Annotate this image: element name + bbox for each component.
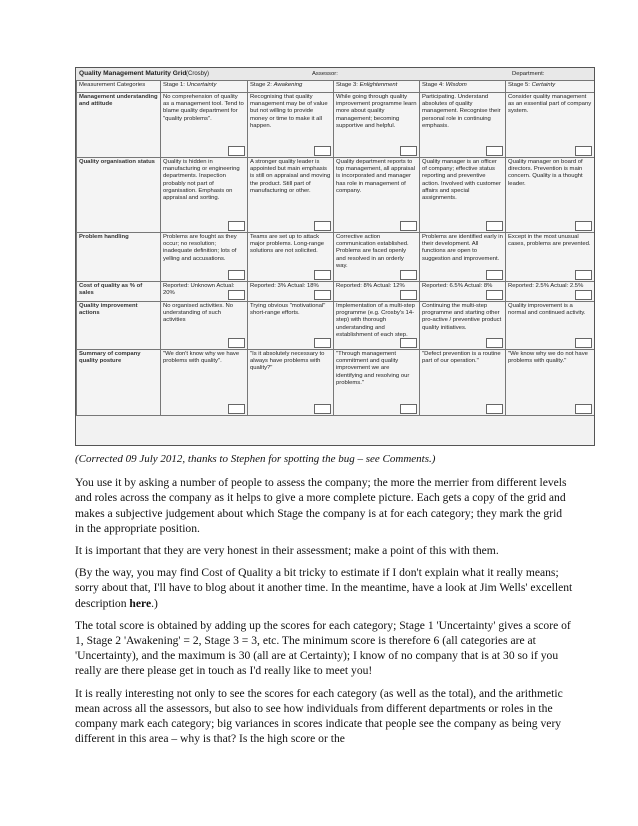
cell-text: Reported: 8% Actual: 12%	[336, 283, 405, 289]
grid-cell	[334, 282, 420, 302]
cell-text: While going through quality improvement programme learn more about quality management; becoming supportive and helpful.	[336, 94, 417, 129]
grid-cell	[161, 233, 248, 282]
cell-text: A stronger quality leader is appointed but main emphasis is still on appraisal and moving the product. Still part of manufacturing or other.	[250, 159, 331, 194]
grid-cell	[334, 302, 420, 350]
cell-text: Implementation of a multi-step programme (e.g. Crosby's 14-step) with thorough understanding and establishment of each step.	[336, 303, 415, 338]
stage-name: Awakening	[273, 82, 303, 88]
grid-cell	[248, 282, 334, 302]
cell-text: Reported: 3% Actual: 18%	[250, 283, 319, 289]
correction-note: (Corrected 09 July 2012, thanks to Stephen for spotting the bug – see Comments.)	[75, 453, 436, 465]
score-checkbox[interactable]	[400, 221, 417, 231]
paragraph-variance: It is really interesting not only to see the scores for each category (as well as the total), and the arithmetic mean across all the assessors, but also to see how individuals from different departments or roles in the company mark each category; big variances in scores indicate that people see the company as being very different in this area – why is that? Is the high score or the	[75, 686, 563, 746]
grid-cell	[506, 93, 595, 158]
score-checkbox[interactable]	[400, 338, 417, 348]
cell-text: "Through management commitment and quality improvement we are identifying and resolving our problems."	[336, 351, 410, 386]
score-checkbox[interactable]	[486, 290, 503, 300]
cell-text: Consider quality management as an essential part of company system.	[508, 94, 592, 115]
grid-subtitle: (Crosby)	[186, 71, 210, 77]
department-label: Department:	[512, 71, 545, 77]
cell-text: Problems are fought as they occur; no resolution; inadequate definition; lots of yelling and accusations.	[163, 234, 237, 262]
grid-cell	[334, 93, 420, 158]
paragraph-scoring: The total score is obtained by adding up the scores for each category; Stage 1 'Uncertainty' gives a score of 1, Stage 2 'Awakening' = 2, Stage 3 = 3, etc. The minimum score is therefore 6 (all categories are at 'Uncertainty), and the maximum is 30 (all are at Certainty); I know of no company that is at 30 so if you really are there please get in touch as I'd really like to meet you!	[75, 618, 571, 678]
score-checkbox[interactable]	[575, 221, 592, 231]
grid-title: Quality Management Maturity Grid	[79, 70, 187, 77]
score-checkbox[interactable]	[314, 221, 331, 231]
paragraph-usage: You use it by asking a number of people to assess the company; the more the merrier from different levels and roles across the company as it helps to give a more complete picture. Each gets a copy of the grid and makes a subjective judgement about which Stage the company is at for each category; they mark the grid in the appropriate position.	[75, 476, 567, 535]
score-checkbox[interactable]	[486, 270, 503, 280]
header-stage-1	[161, 81, 248, 93]
cell-text: Recognising that quality management may be of value but not willing to provide money or time to make it all happen.	[250, 94, 328, 129]
score-checkbox[interactable]	[575, 146, 592, 156]
score-checkbox[interactable]	[228, 404, 245, 414]
cell-text: Reported: 6.5% Actual: 8%	[422, 283, 493, 289]
grid-cell	[248, 302, 334, 350]
paragraph-cost-of-quality	[75, 565, 573, 611]
score-checkbox[interactable]	[228, 221, 245, 231]
cell-text: Reported: Unknown Actual: 20%	[163, 283, 235, 297]
maturity-grid-table	[76, 80, 595, 416]
grid-cell	[334, 350, 420, 416]
stage-name: Uncertainty	[186, 82, 217, 88]
category-label: Problem handling	[77, 233, 161, 282]
grid-cell	[506, 302, 595, 350]
grid-cell	[334, 158, 420, 233]
here-link[interactable]: here	[129, 596, 152, 610]
header-stage-2	[248, 81, 334, 93]
cell-text: "Is it absolutely necessary to always have problems with quality?"	[250, 351, 325, 372]
stage-name: Enlightenment	[359, 82, 398, 88]
score-checkbox[interactable]	[400, 146, 417, 156]
score-checkbox[interactable]	[486, 221, 503, 231]
header-stage-4	[420, 81, 506, 93]
grid-cell	[420, 93, 506, 158]
grid-cell	[420, 350, 506, 416]
cell-text: Reported: 2.5% Actual: 2.5%	[508, 283, 584, 289]
grid-cell	[420, 282, 506, 302]
cell-text: "Defect prevention is a routine part of our operation."	[422, 351, 501, 365]
stage-prefix: Stage 2:	[250, 82, 274, 88]
cell-text: Quality manager is an officer of company; effective status reporting and preventive action. Involved with customer affairs and special assignments.	[422, 159, 501, 202]
grid-cell	[248, 350, 334, 416]
score-checkbox[interactable]	[400, 290, 417, 300]
grid-cell	[161, 282, 248, 302]
grid-cell	[161, 158, 248, 233]
cell-text: Trying obvious "motivational" short-range efforts.	[250, 303, 326, 317]
cell-text: Continuing the multi-step programme and starting other pro-active / preventive product quality initiatives.	[422, 303, 502, 331]
stage-prefix: Stage 1:	[163, 82, 187, 88]
grid-cell	[420, 233, 506, 282]
score-checkbox[interactable]	[314, 270, 331, 280]
header-category: Measurement Categories	[77, 81, 161, 93]
paragraph-honesty: It is important that they are very honest in their assessment; make a point of this with them.	[75, 544, 499, 558]
grid-cell	[161, 350, 248, 416]
stage-name: Certainty	[531, 82, 556, 88]
score-checkbox[interactable]	[314, 290, 331, 300]
grid-row	[77, 158, 595, 233]
header-stage-5	[506, 81, 595, 93]
header-stage-3	[334, 81, 420, 93]
maturity-grid-image	[75, 67, 595, 446]
grid-row	[77, 282, 595, 302]
grid-row	[77, 302, 595, 350]
category-label: Summary of company quality posture	[77, 350, 161, 416]
cost-note-end: .)	[151, 596, 158, 610]
grid-cell	[161, 302, 248, 350]
stage-prefix: Stage 3:	[336, 82, 360, 88]
grid-cell	[420, 302, 506, 350]
score-checkbox[interactable]	[575, 404, 592, 414]
score-checkbox[interactable]	[575, 270, 592, 280]
cell-text: No comprehension of quality as a management tool. Tend to blame quality department for "quality problems".	[163, 94, 244, 122]
grid-cell	[334, 233, 420, 282]
cost-note-text: (By the way, you may find Cost of Quality a bit tricky to estimate if I don't explain what it really means; sorry about that, I'll have to blog about it another time. In the meantime, have a look at Jim Wells' excellent description	[75, 566, 573, 610]
cell-text: Problems are identified early in their development. All functions are open to suggestion and improvement.	[422, 234, 503, 262]
score-checkbox[interactable]	[486, 338, 503, 348]
cell-text: Quality department reports to top management, all appraisal is incorporated and manager has role in management of company.	[336, 159, 415, 194]
grid-cell	[506, 282, 595, 302]
score-checkbox[interactable]	[486, 146, 503, 156]
cell-text: "We know why we do not have problems with quality."	[508, 351, 588, 365]
grid-row	[77, 350, 595, 416]
score-checkbox[interactable]	[314, 338, 331, 348]
cell-text: "We don't know why we have problems with quality".	[163, 351, 240, 365]
score-checkbox[interactable]	[314, 404, 331, 414]
grid-cell	[248, 93, 334, 158]
grid-cell	[248, 158, 334, 233]
cell-text: Participating. Understand absolutes of quality management. Recognise their personal role in continuing emphasis.	[422, 94, 501, 129]
article-text	[75, 452, 573, 753]
category-label: Quality improvement actions	[77, 302, 161, 350]
score-checkbox[interactable]	[228, 290, 245, 300]
grid-cell	[506, 350, 595, 416]
category-label: Quality organisation status	[77, 158, 161, 233]
grid-cell	[420, 158, 506, 233]
stage-name: Wisdom	[445, 82, 467, 88]
category-label: Management understanding and attitude	[77, 93, 161, 158]
cell-text: Quality manager on board of directors. Prevention is main concern. Quality is a thought leader.	[508, 159, 583, 187]
grid-cell	[248, 233, 334, 282]
cell-text: Quality is hidden in manufacturing or engineering departments. Inspection probably not part of organisation. Emphasis on appraisal and sorting.	[163, 159, 240, 202]
score-checkbox[interactable]	[228, 146, 245, 156]
grid-row	[77, 93, 595, 158]
grid-cell	[506, 158, 595, 233]
grid-row	[77, 233, 595, 282]
grid-cell	[161, 93, 248, 158]
score-checkbox[interactable]	[486, 404, 503, 414]
score-checkbox[interactable]	[228, 270, 245, 280]
score-checkbox[interactable]	[314, 146, 331, 156]
grid-cell	[506, 233, 595, 282]
score-checkbox[interactable]	[575, 338, 592, 348]
score-checkbox[interactable]	[575, 290, 592, 300]
cell-text: Except in the most unusual cases, problems are prevented.	[508, 234, 591, 248]
cell-text: Quality improvement is a normal and continued activity.	[508, 303, 586, 317]
stage-prefix: Stage 4:	[422, 82, 446, 88]
stage-prefix: Stage 5:	[508, 82, 532, 88]
score-checkbox[interactable]	[228, 338, 245, 348]
score-checkbox[interactable]	[400, 404, 417, 414]
score-checkbox[interactable]	[400, 270, 417, 280]
assessor-label: Assessor:	[312, 71, 338, 77]
cell-text: No organised activities. No understanding of such activities	[163, 303, 234, 324]
category-label: Cost of quality as % of sales	[77, 282, 161, 302]
cell-text: Corrective action communication established. Problems are faced openly and resolved in an orderly way.	[336, 234, 409, 269]
cell-text: Teams are set up to attack major problems. Long-range solutions are not solicited.	[250, 234, 324, 255]
